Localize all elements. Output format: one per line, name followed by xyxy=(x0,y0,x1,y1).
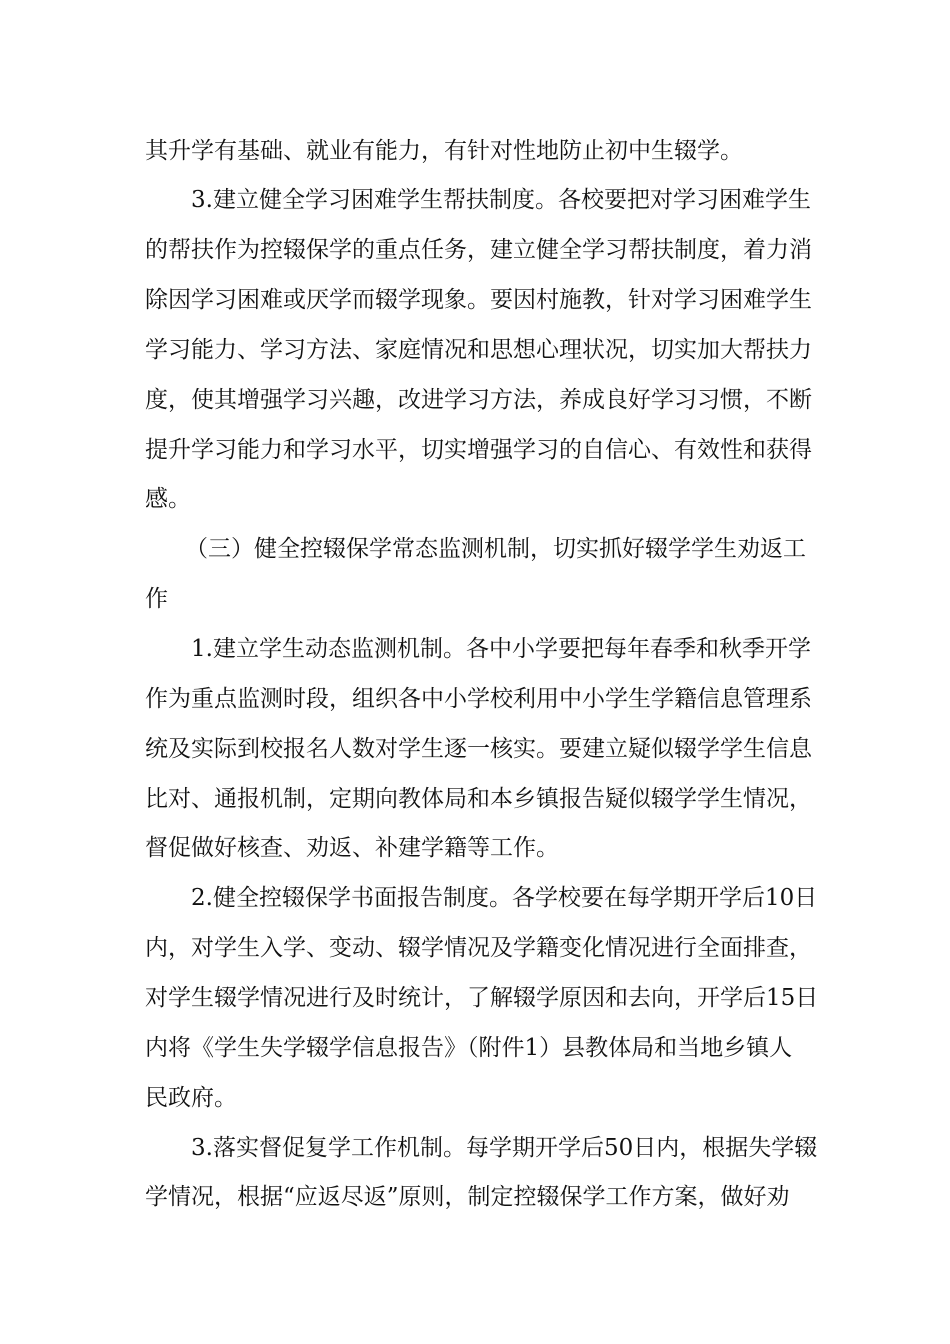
text-line: 的帮扶作为控辍保学的重点任务，建立健全学习帮扶制度，着力消 xyxy=(145,237,812,263)
text-line: 统及实际到校报名人数对学生逐一核实。要建立疑似辍学学生信息 xyxy=(145,736,812,762)
text-line: 度，使其增强学习兴趣，改进学习方法，养成良好学习习惯，不断 xyxy=(145,387,812,413)
text-line: 1.建立学生动态监测机制。各中小学要把每年春季和秋季开学 xyxy=(191,636,811,662)
text-line: 3.落实督促复学工作机制。每学期开学后50日内，根据失学辍 xyxy=(191,1135,818,1161)
text-line: 提升学习能力和学习水平，切实增强学习的自信心、有效性和获得 xyxy=(145,437,812,463)
text-line: 内，对学生入学、变动、辍学情况及学籍变化情况进行全面排查， xyxy=(145,935,812,961)
text-line: 感。 xyxy=(145,486,191,512)
text-line: 作为重点监测时段，组织各中小学校利用中小学生学籍信息管理系 xyxy=(145,686,812,712)
text-line: 督促做好核查、劝返、补建学籍等工作。 xyxy=(145,835,559,861)
text-line: 内将《学生失学辍学信息报告》（附件1）县教体局和当地乡镇人 xyxy=(145,1035,793,1061)
text-line: 除因学习困难或厌学而辍学现象。要因村施教，针对学习困难学生 xyxy=(145,287,812,313)
text-line: 3.建立健全学习困难学生帮扶制度。各校要把对学习困难学生 xyxy=(191,187,811,213)
text-line: 学习能力、学习方法、家庭情况和思想心理状况，切实加大帮扶力 xyxy=(145,337,812,363)
section-heading: （三）健全控辍保学常态监测机制，切实抓好辍学学生劝返工 xyxy=(185,536,806,562)
text-line: 其升学有基础、就业有能力，有针对性地防止初中生辍学。 xyxy=(145,138,743,164)
text-line: 对学生辍学情况进行及时统计，了解辍学原因和去向，开学后15日 xyxy=(145,985,819,1011)
section-heading: 作 xyxy=(145,586,168,612)
text-line: 学情况，根据“应返尽返”原则，制定控辍保学工作方案，做好劝 xyxy=(145,1184,790,1210)
text-line: 2.健全控辍保学书面报告制度。各学校要在每学期开学后10日 xyxy=(191,885,818,911)
text-line: 民政府。 xyxy=(145,1085,237,1111)
text-line: 比对、通报机制，定期向教体局和本乡镇报告疑似辍学学生情况， xyxy=(145,786,812,812)
